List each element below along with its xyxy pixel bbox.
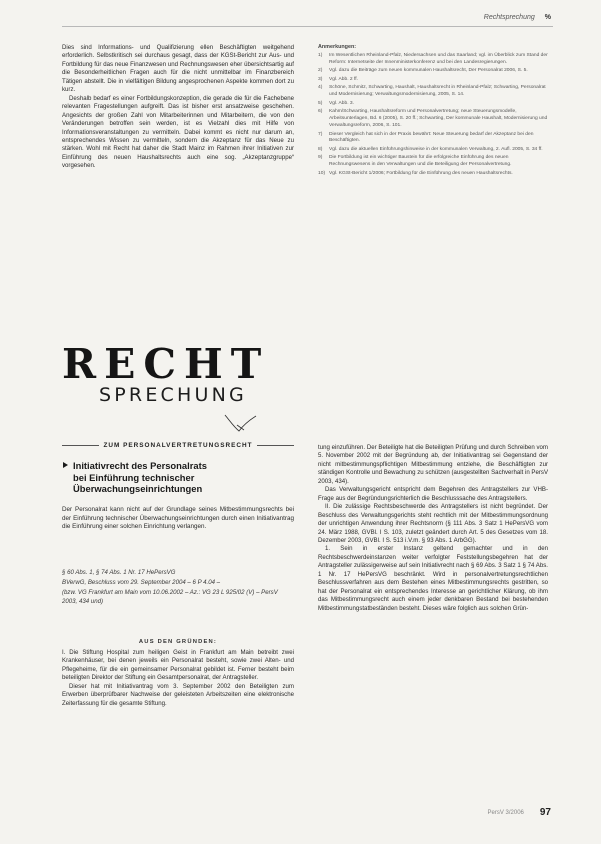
section-heading-sprechung: SPRECHUNG <box>99 384 247 406</box>
subsection-heading-text: ZUM PERSONALVERTRETUNGSRECHT <box>103 442 253 449</box>
note-item: 10) Vgl. KGSt-Bericht 1/2006; Fortbildung für die Einführung des neuen Haushaltsrechts. <box>318 170 513 176</box>
paragraph: I. Die Stiftung Hospital zum heiligen Geist in Frankfurt am Main betreibt zwei Krankenhäuser, bei denen jeweils ein Personalrat besteht, sowie zwei Alten- und Pflegeheime, für die ein gemeinsamer Personalrat gebildet ist. Ferner besteht beim beteiligten Direktor der Stiftung ein Gesamtpersonalrat, der Antragsteller. <box>62 649 294 682</box>
lower-court-decision: (bzw. VG Frankfurt am Main vom 10.06.2002 – Az.: VG 23 L 925/02 (V) – PersV 2003, 434 und) <box>62 589 278 605</box>
note-item: 8) Vgl. dazu die aktuellen Einführungshinweise in der kommunalen Verwaltung, 2. Aufl. 2005, S. 34 ff. <box>318 146 543 152</box>
case-title-line: Initiativrecht des Personalrats <box>62 460 294 472</box>
statute-reference: § 60 Abs. 1, § 74 Abs. 1 Nr. 17 HePersVG <box>62 569 176 576</box>
note-item: 7) Dieser Vergleich hat sich in der Praxis bewährt: Neue Steuerung bedarf der Akzeptanz bei den Beschäftigten. <box>318 131 534 144</box>
note-item: 3) Vgl. Abb. 2 ff. <box>318 76 359 82</box>
header-rule <box>62 26 553 27</box>
paragraph: Dieser hat mit Initiativantrag vom 3. September 2002 den Beteiligten zum Erwerben überprüfbarer Nachweise der geleisteten Arbeitszeiten eine elektronische Zeiterfassung für die gesamte Stiftung. <box>62 682 294 707</box>
note-item: 4) Schöne, Schmitz, Schwarting, Haushalt, Haushaltsrecht in Rheinland-Pfalz; Schwarting, Personalrat und Modernisierung; Verwaltungsmodernisierung, 2005, S. 14. <box>318 85 546 98</box>
case-title <box>62 460 294 495</box>
grounds-right-column <box>318 444 548 613</box>
grounds-left-column <box>62 649 294 708</box>
case-title-line: Überwachungseinrichtungen <box>73 483 203 495</box>
notes-title: Anmerkungen: <box>318 44 357 50</box>
case-citation <box>62 569 294 608</box>
article-continuation <box>62 44 294 171</box>
note-item: 9) Die Fortbildung ist ein wichtiger Baustein für die erfolgreiche Einführung des neuen Rechnungswesens in den Verwaltungen und die Beteiligung der Personalvertretung. <box>318 155 512 168</box>
paragraph: Das Verwaltungsgericht entspricht dem Begehren des Antragstellers zur VHB-Frage aus der Begründungsrichterlich die Beschlusssache des Antragstellers. <box>318 486 548 502</box>
paragraph: Deshalb bedarf es einer Fortbildungskonzeption, die gerade die für die Fachebene relevanten Fragestellungen aufgreift. Das ist bisher erst ansatzweise geschehen. Angesichts der großen Zahl von Mitarbeiterinnen und Mitarbeitern, die von den Veränderungen betroffen sein werden, ist es Vielzahl dies mit Hilfe von Informationsveranstaltungen zu vermitteln. Dabei kommt es nicht nur darum an, entsprechendes Wissen zu vermitteln, sondern die Akzeptanz für das Neue zu stärken. Wohl mit Recht hat daher die Stadt Mainz im Rahmen ihrer Initiativen zur Einführung des neuen Haushaltsrechts auch eine sog. „Akzeptanzgruppe“ vorgesehen. <box>62 94 294 170</box>
grounds-heading: AUS DEN GRÜNDEN: <box>138 639 218 645</box>
note-item: 6) Kahm/Schwarting, Haushaltsreform und Personalvertretung; neue Steuerungsmodelle, Arbeitsunterlagen, Bd. 6 (2005), S. 20 ff.; Schwarting, Der kommunale Haushalt, Modernisierung und Verwaltungsreform, 2006, S. 101. <box>318 109 548 129</box>
handwritten-mark-icon <box>222 413 262 435</box>
paragraph: 1. Sein in erster Instanz geltend gemachter und in den Rechtsbeschwerdeinstanzen weiter verfolgter Feststellungsbegehren hat der Antragsteller zulässigerweise auf sein Initiativrecht nach § 69 Abs. 3 Satz 1 § 74 Abs. 1 Nr. 17 HePersVG beschränkt. Wird in personalvertretungsrechtlichen Beschlussverfahren aus dem Bestehen eines Mitbestimmungsrechts gestritten, so hat der Personalrat ein entsprechendes Interesse an gerichtlicher Klärung, ob ihm das Mitbestimmungsrecht auch einem jeder denkbaren Bestand bei bestehenden Mitbestimmungstatbeständen besteht. Dieses wäre folglich aus solchen Grün- <box>318 545 548 612</box>
page-number: 97 <box>539 807 551 818</box>
paragraph: Dies sind Informations- und Qualifizierung ellen Beschäftigten weitgehend erforderlich. Selbstkritisch sei durchaus gesagt, dass der KGSt-Bericht zur Aus- und Fortbildung für das neue Finanzwesen und Rechnungswesen eher übersichtsartig auf die Besonderheitlichen Fragen auch für die nicht unmittelbar im Finanzbereich Tätigen abstellt. Die in vielfältigen Bildung angesprochenen Aspekte kommen dort zu kurz. <box>62 44 294 94</box>
section-heading-recht: RECHT <box>62 340 270 388</box>
running-head <box>484 14 551 21</box>
endnotes <box>318 44 548 179</box>
court-decision: BVerwG, Beschluss vom 29. September 2004 – 6 P 4.04 – <box>62 579 221 587</box>
case-headnote: Der Personalrat kann nicht auf der Grundlage seines Mitbestimmungsrechts bei der Einführung technischer Überwachungseinrichtungen durch einen Initiativantrag die Einführung einer solchen Einrichtung verlangen. <box>62 506 294 531</box>
note-item: 1) Im Wesentlichen Rheinland-Pfalz, Niedersachsen und das Saarland; vgl. im Überblick zum Stand der Reform: Internetseite der Innenministerkonferenz und bei den Landesregierungen. <box>318 52 548 65</box>
running-title: Rechtsprechung <box>483 14 535 21</box>
section-marker: % <box>544 14 551 21</box>
paragraph: tung einzuführen. Der Beteiligte hat die Beteiligten Prüfung und durch Schreiben vom 5. November 2002 mit der Begründung ab, der Initiativantrag sei Gegenstand der nicht mitbestimmungspflichtigen Mitbestimmung entziehe, die Beschäftigten zur ständigen Kontrolle und Bewachung zu schützen (ausgestellten Sachverhalt in PersV 2003, 434). <box>318 444 549 485</box>
heading-rule-left <box>62 445 99 446</box>
note-item: 2) Vgl. dazu die Beiträge zum neuen kommunalen Haushaltsrecht, Der Personalrat 2006, S. 5. <box>318 68 528 74</box>
paragraph: II. Die zulässige Rechtsbeschwerde des Antragstellers ist nicht begründet. Der Beschluss des Verwaltungsgerichts steht rechtlich mit der Mitbestimmungsordnung der unrichtigen Anwendung ihrer Rechtsnorm (§ 111 Abs. 3 Satz 1 HePersVG vom 24. März 1988, GVBl. I S. 103, zuletzt geändert durch Art. 5 des Gesetzes vom 18. Dezember 2003, GVBl. I S. 513 i.V.m. § 93 Abs. 1 ArbGG). <box>318 503 548 544</box>
page-footer <box>488 807 551 818</box>
heading-rule-right <box>257 445 294 446</box>
section-heading <box>62 340 270 406</box>
issue-label: PersV 3/2006 <box>487 809 524 816</box>
subsection-heading <box>62 442 294 449</box>
note-item: 5) Vgl. Abb. 3. <box>318 100 355 106</box>
case-title-line: bei Einführung technischer <box>73 471 195 483</box>
arrow-right-icon <box>62 460 71 472</box>
